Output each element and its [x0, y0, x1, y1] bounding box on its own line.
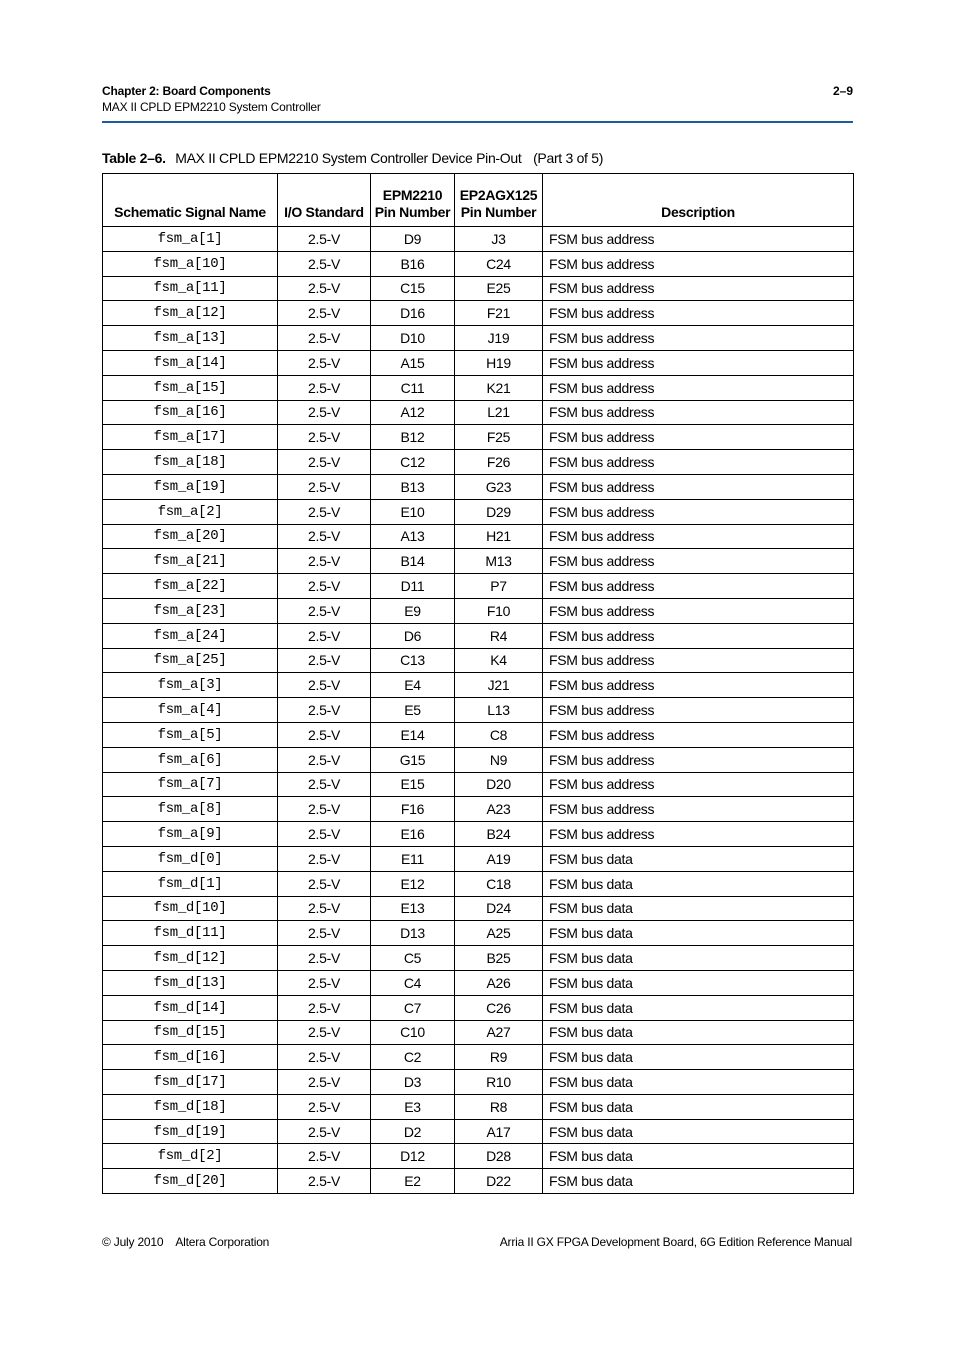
signal-name-cell: fsm_d[17]	[103, 1070, 278, 1095]
description-cell: FSM bus address	[543, 450, 854, 475]
description-cell: FSM bus address	[543, 301, 854, 326]
description-cell: FSM bus data	[543, 1020, 854, 1045]
io-standard-cell: 2.5-V	[278, 524, 371, 549]
signal-name-cell: fsm_d[13]	[103, 970, 278, 995]
signal-name-cell: fsm_a[24]	[103, 623, 278, 648]
io-standard-cell: 2.5-V	[278, 251, 371, 276]
ep2agx125-pin-cell: C18	[455, 871, 543, 896]
description-cell: FSM bus address	[543, 698, 854, 723]
description-cell: FSM bus address	[543, 673, 854, 698]
epm2210-pin-cell: E16	[371, 822, 455, 847]
signal-name-cell: fsm_a[19]	[103, 474, 278, 499]
table-row	[103, 946, 854, 971]
signal-name-cell: fsm_a[1]	[103, 227, 278, 252]
table-row	[103, 698, 854, 723]
footer-copyright: © July 2010	[102, 1235, 164, 1249]
ep2agx125-pin-cell: R9	[455, 1045, 543, 1070]
signal-name-cell: fsm_a[20]	[103, 524, 278, 549]
ep2agx125-pin-cell: B24	[455, 822, 543, 847]
ep2agx125-pin-cell: J3	[455, 227, 543, 252]
epm2210-pin-cell: C12	[371, 450, 455, 475]
epm2210-pin-cell: E10	[371, 499, 455, 524]
ep2agx125-pin-cell: C8	[455, 722, 543, 747]
io-standard-cell: 2.5-V	[278, 350, 371, 375]
io-standard-cell: 2.5-V	[278, 276, 371, 301]
io-standard-cell: 2.5-V	[278, 946, 371, 971]
signal-name-cell: fsm_a[12]	[103, 301, 278, 326]
description-cell: FSM bus address	[543, 326, 854, 351]
signal-name-cell: fsm_d[10]	[103, 896, 278, 921]
description-cell: FSM bus address	[543, 524, 854, 549]
epm2210-pin-cell: E3	[371, 1094, 455, 1119]
signal-name-cell: fsm_a[17]	[103, 425, 278, 450]
ep2agx125-pin-cell: A17	[455, 1119, 543, 1144]
table-row	[103, 425, 854, 450]
io-standard-cell: 2.5-V	[278, 648, 371, 673]
epm2210-pin-cell: D11	[371, 574, 455, 599]
description-cell: FSM bus address	[543, 598, 854, 623]
io-standard-cell: 2.5-V	[278, 375, 371, 400]
table-row	[103, 747, 854, 772]
description-cell: FSM bus address	[543, 375, 854, 400]
signal-name-cell: fsm_a[9]	[103, 822, 278, 847]
pinout-table	[102, 173, 854, 1194]
signal-name-cell: fsm_a[11]	[103, 276, 278, 301]
header-ep2agx125-pin	[455, 174, 543, 227]
signal-name-cell: fsm_a[15]	[103, 375, 278, 400]
io-standard-cell: 2.5-V	[278, 499, 371, 524]
description-cell: FSM bus data	[543, 846, 854, 871]
table-caption	[102, 150, 603, 166]
header-ep2agx125-line1: EP2AGX125	[459, 187, 538, 203]
epm2210-pin-cell: E4	[371, 673, 455, 698]
signal-name-cell: fsm_d[14]	[103, 995, 278, 1020]
signal-name-cell: fsm_a[25]	[103, 648, 278, 673]
table-row	[103, 326, 854, 351]
table-row	[103, 375, 854, 400]
table-row	[103, 921, 854, 946]
description-cell: FSM bus data	[543, 871, 854, 896]
ep2agx125-pin-cell: L21	[455, 400, 543, 425]
table-row	[103, 301, 854, 326]
table-row	[103, 574, 854, 599]
io-standard-cell: 2.5-V	[278, 921, 371, 946]
table-body	[103, 227, 854, 1194]
io-standard-cell: 2.5-V	[278, 797, 371, 822]
header-epm2210-line1: EPM2210	[382, 187, 443, 203]
table-row	[103, 1070, 854, 1095]
signal-name-cell: fsm_a[5]	[103, 722, 278, 747]
header-epm2210-pin	[371, 174, 455, 227]
ep2agx125-pin-cell: K21	[455, 375, 543, 400]
epm2210-pin-cell: E5	[371, 698, 455, 723]
epm2210-pin-cell: E12	[371, 871, 455, 896]
signal-name-cell: fsm_d[11]	[103, 921, 278, 946]
ep2agx125-pin-cell: D28	[455, 1144, 543, 1169]
ep2agx125-pin-cell: C24	[455, 251, 543, 276]
header-epm2210-line2: Pin Number	[374, 204, 451, 220]
io-standard-cell: 2.5-V	[278, 722, 371, 747]
epm2210-pin-cell: D6	[371, 623, 455, 648]
description-cell: FSM bus address	[543, 474, 854, 499]
epm2210-pin-cell: F16	[371, 797, 455, 822]
io-standard-cell: 2.5-V	[278, 871, 371, 896]
epm2210-pin-cell: C4	[371, 970, 455, 995]
epm2210-pin-cell: E14	[371, 722, 455, 747]
table-row	[103, 846, 854, 871]
epm2210-pin-cell: B13	[371, 474, 455, 499]
table-label: Table 2–6.	[102, 150, 166, 166]
io-standard-cell: 2.5-V	[278, 896, 371, 921]
io-standard-cell: 2.5-V	[278, 995, 371, 1020]
table-row	[103, 499, 854, 524]
epm2210-pin-cell: C10	[371, 1020, 455, 1045]
signal-name-cell: fsm_d[1]	[103, 871, 278, 896]
epm2210-pin-cell: B12	[371, 425, 455, 450]
io-standard-cell: 2.5-V	[278, 1020, 371, 1045]
io-standard-cell: 2.5-V	[278, 227, 371, 252]
signal-name-cell: fsm_a[21]	[103, 549, 278, 574]
signal-name-cell: fsm_d[12]	[103, 946, 278, 971]
table-title: MAX II CPLD EPM2210 System Controller Device Pin-Out	[175, 150, 522, 166]
table-row	[103, 648, 854, 673]
signal-name-cell: fsm_a[3]	[103, 673, 278, 698]
signal-name-cell: fsm_a[2]	[103, 499, 278, 524]
signal-name-cell: fsm_a[13]	[103, 326, 278, 351]
description-cell: FSM bus address	[543, 772, 854, 797]
table-row	[103, 623, 854, 648]
epm2210-pin-cell: D9	[371, 227, 455, 252]
table-row	[103, 598, 854, 623]
signal-name-cell: fsm_d[19]	[103, 1119, 278, 1144]
description-cell: FSM bus address	[543, 722, 854, 747]
ep2agx125-pin-cell: M13	[455, 549, 543, 574]
ep2agx125-pin-cell: D24	[455, 896, 543, 921]
description-cell: FSM bus address	[543, 227, 854, 252]
chapter-title: Chapter 2: Board Components	[102, 84, 271, 98]
epm2210-pin-cell: D2	[371, 1119, 455, 1144]
table-row	[103, 549, 854, 574]
ep2agx125-pin-cell: F21	[455, 301, 543, 326]
io-standard-cell: 2.5-V	[278, 1119, 371, 1144]
ep2agx125-pin-cell: H21	[455, 524, 543, 549]
io-standard-cell: 2.5-V	[278, 1094, 371, 1119]
io-standard-cell: 2.5-V	[278, 400, 371, 425]
epm2210-pin-cell: C5	[371, 946, 455, 971]
epm2210-pin-cell: C2	[371, 1045, 455, 1070]
io-standard-cell: 2.5-V	[278, 301, 371, 326]
signal-name-cell: fsm_a[16]	[103, 400, 278, 425]
io-standard-cell: 2.5-V	[278, 623, 371, 648]
epm2210-pin-cell: C13	[371, 648, 455, 673]
description-cell: FSM bus data	[543, 1094, 854, 1119]
signal-name-cell: fsm_d[20]	[103, 1169, 278, 1194]
footer-left	[102, 1235, 269, 1249]
description-cell: FSM bus address	[543, 549, 854, 574]
ep2agx125-pin-cell: F25	[455, 425, 543, 450]
table-row	[103, 350, 854, 375]
io-standard-cell: 2.5-V	[278, 326, 371, 351]
description-cell: FSM bus data	[543, 1070, 854, 1095]
ep2agx125-pin-cell: C26	[455, 995, 543, 1020]
table-row	[103, 251, 854, 276]
table-row	[103, 1169, 854, 1194]
ep2agx125-pin-cell: H19	[455, 350, 543, 375]
page-header	[102, 84, 853, 123]
table-row	[103, 722, 854, 747]
epm2210-pin-cell: E2	[371, 1169, 455, 1194]
table-row	[103, 896, 854, 921]
ep2agx125-pin-cell: N9	[455, 747, 543, 772]
io-standard-cell: 2.5-V	[278, 822, 371, 847]
header-signal-name: Schematic Signal Name	[103, 174, 278, 227]
header-io-standard: I/O Standard	[278, 174, 371, 227]
epm2210-pin-cell: D12	[371, 1144, 455, 1169]
io-standard-cell: 2.5-V	[278, 598, 371, 623]
io-standard-cell: 2.5-V	[278, 846, 371, 871]
description-cell: FSM bus address	[543, 499, 854, 524]
table-row	[103, 822, 854, 847]
ep2agx125-pin-cell: J19	[455, 326, 543, 351]
io-standard-cell: 2.5-V	[278, 698, 371, 723]
description-cell: FSM bus data	[543, 946, 854, 971]
ep2agx125-pin-cell: F10	[455, 598, 543, 623]
epm2210-pin-cell: C15	[371, 276, 455, 301]
ep2agx125-pin-cell: K4	[455, 648, 543, 673]
ep2agx125-pin-cell: A27	[455, 1020, 543, 1045]
io-standard-cell: 2.5-V	[278, 1045, 371, 1070]
description-cell: FSM bus data	[543, 921, 854, 946]
epm2210-pin-cell: C7	[371, 995, 455, 1020]
table-row	[103, 1020, 854, 1045]
epm2210-pin-cell: G15	[371, 747, 455, 772]
description-cell: FSM bus address	[543, 574, 854, 599]
signal-name-cell: fsm_d[15]	[103, 1020, 278, 1045]
epm2210-pin-cell: D3	[371, 1070, 455, 1095]
epm2210-pin-cell: C11	[371, 375, 455, 400]
io-standard-cell: 2.5-V	[278, 673, 371, 698]
ep2agx125-pin-cell: L13	[455, 698, 543, 723]
epm2210-pin-cell: D13	[371, 921, 455, 946]
epm2210-pin-cell: E11	[371, 846, 455, 871]
epm2210-pin-cell: E15	[371, 772, 455, 797]
io-standard-cell: 2.5-V	[278, 747, 371, 772]
table-row	[103, 1119, 854, 1144]
epm2210-pin-cell: B16	[371, 251, 455, 276]
table-row	[103, 772, 854, 797]
table-row	[103, 797, 854, 822]
ep2agx125-pin-cell: P7	[455, 574, 543, 599]
table-row	[103, 871, 854, 896]
table-row	[103, 227, 854, 252]
footer-manual-title: Arria II GX FPGA Development Board, 6G Edition Reference Manual	[499, 1235, 852, 1249]
description-cell: FSM bus address	[543, 350, 854, 375]
footer-company: Altera Corporation	[175, 1235, 270, 1249]
ep2agx125-pin-cell: D29	[455, 499, 543, 524]
description-cell: FSM bus data	[543, 896, 854, 921]
description-cell: FSM bus address	[543, 822, 854, 847]
description-cell: FSM bus data	[543, 995, 854, 1020]
epm2210-pin-cell: B14	[371, 549, 455, 574]
io-standard-cell: 2.5-V	[278, 772, 371, 797]
table-part: (Part 3 of 5)	[533, 150, 604, 166]
description-cell: FSM bus data	[543, 1045, 854, 1070]
description-cell: FSM bus address	[543, 797, 854, 822]
description-cell: FSM bus address	[543, 251, 854, 276]
table-row	[103, 524, 854, 549]
io-standard-cell: 2.5-V	[278, 1144, 371, 1169]
table-row	[103, 673, 854, 698]
description-cell: FSM bus data	[543, 1144, 854, 1169]
io-standard-cell: 2.5-V	[278, 425, 371, 450]
description-cell: FSM bus address	[543, 623, 854, 648]
header-description: Description	[543, 174, 854, 227]
signal-name-cell: fsm_a[4]	[103, 698, 278, 723]
ep2agx125-pin-cell: D20	[455, 772, 543, 797]
io-standard-cell: 2.5-V	[278, 970, 371, 995]
table-row	[103, 1144, 854, 1169]
table-header-row	[103, 174, 854, 227]
description-cell: FSM bus address	[543, 425, 854, 450]
epm2210-pin-cell: A15	[371, 350, 455, 375]
table-row	[103, 474, 854, 499]
table-row	[103, 400, 854, 425]
ep2agx125-pin-cell: R10	[455, 1070, 543, 1095]
io-standard-cell: 2.5-V	[278, 450, 371, 475]
description-cell: FSM bus data	[543, 1169, 854, 1194]
io-standard-cell: 2.5-V	[278, 474, 371, 499]
ep2agx125-pin-cell: R8	[455, 1094, 543, 1119]
description-cell: FSM bus address	[543, 648, 854, 673]
signal-name-cell: fsm_d[18]	[103, 1094, 278, 1119]
description-cell: FSM bus address	[543, 747, 854, 772]
description-cell: FSM bus data	[543, 1119, 854, 1144]
table-row	[103, 450, 854, 475]
ep2agx125-pin-cell: J21	[455, 673, 543, 698]
signal-name-cell: fsm_a[10]	[103, 251, 278, 276]
io-standard-cell: 2.5-V	[278, 1169, 371, 1194]
signal-name-cell: fsm_a[23]	[103, 598, 278, 623]
signal-name-cell: fsm_d[16]	[103, 1045, 278, 1070]
io-standard-cell: 2.5-V	[278, 1070, 371, 1095]
ep2agx125-pin-cell: B25	[455, 946, 543, 971]
io-standard-cell: 2.5-V	[278, 549, 371, 574]
signal-name-cell: fsm_a[18]	[103, 450, 278, 475]
signal-name-cell: fsm_a[6]	[103, 747, 278, 772]
section-title: MAX II CPLD EPM2210 System Controller	[102, 100, 321, 114]
ep2agx125-pin-cell: E25	[455, 276, 543, 301]
description-cell: FSM bus address	[543, 400, 854, 425]
table-row	[103, 995, 854, 1020]
epm2210-pin-cell: A13	[371, 524, 455, 549]
signal-name-cell: fsm_a[8]	[103, 797, 278, 822]
ep2agx125-pin-cell: A23	[455, 797, 543, 822]
signal-name-cell: fsm_a[14]	[103, 350, 278, 375]
epm2210-pin-cell: D16	[371, 301, 455, 326]
ep2agx125-pin-cell: A19	[455, 846, 543, 871]
epm2210-pin-cell: D10	[371, 326, 455, 351]
signal-name-cell: fsm_a[7]	[103, 772, 278, 797]
epm2210-pin-cell: E9	[371, 598, 455, 623]
signal-name-cell: fsm_a[22]	[103, 574, 278, 599]
ep2agx125-pin-cell: A25	[455, 921, 543, 946]
header-ep2agx125-line2: Pin Number	[460, 204, 537, 220]
ep2agx125-pin-cell: R4	[455, 623, 543, 648]
ep2agx125-pin-cell: D22	[455, 1169, 543, 1194]
description-cell: FSM bus address	[543, 276, 854, 301]
table-row	[103, 276, 854, 301]
signal-name-cell: fsm_d[2]	[103, 1144, 278, 1169]
epm2210-pin-cell: A12	[371, 400, 455, 425]
io-standard-cell: 2.5-V	[278, 574, 371, 599]
signal-name-cell: fsm_d[0]	[103, 846, 278, 871]
ep2agx125-pin-cell: G23	[455, 474, 543, 499]
epm2210-pin-cell: E13	[371, 896, 455, 921]
description-cell: FSM bus data	[543, 970, 854, 995]
table-row	[103, 1045, 854, 1070]
table-row	[103, 970, 854, 995]
ep2agx125-pin-cell: F26	[455, 450, 543, 475]
table-row	[103, 1094, 854, 1119]
ep2agx125-pin-cell: A26	[455, 970, 543, 995]
page-number: 2–9	[832, 84, 853, 98]
